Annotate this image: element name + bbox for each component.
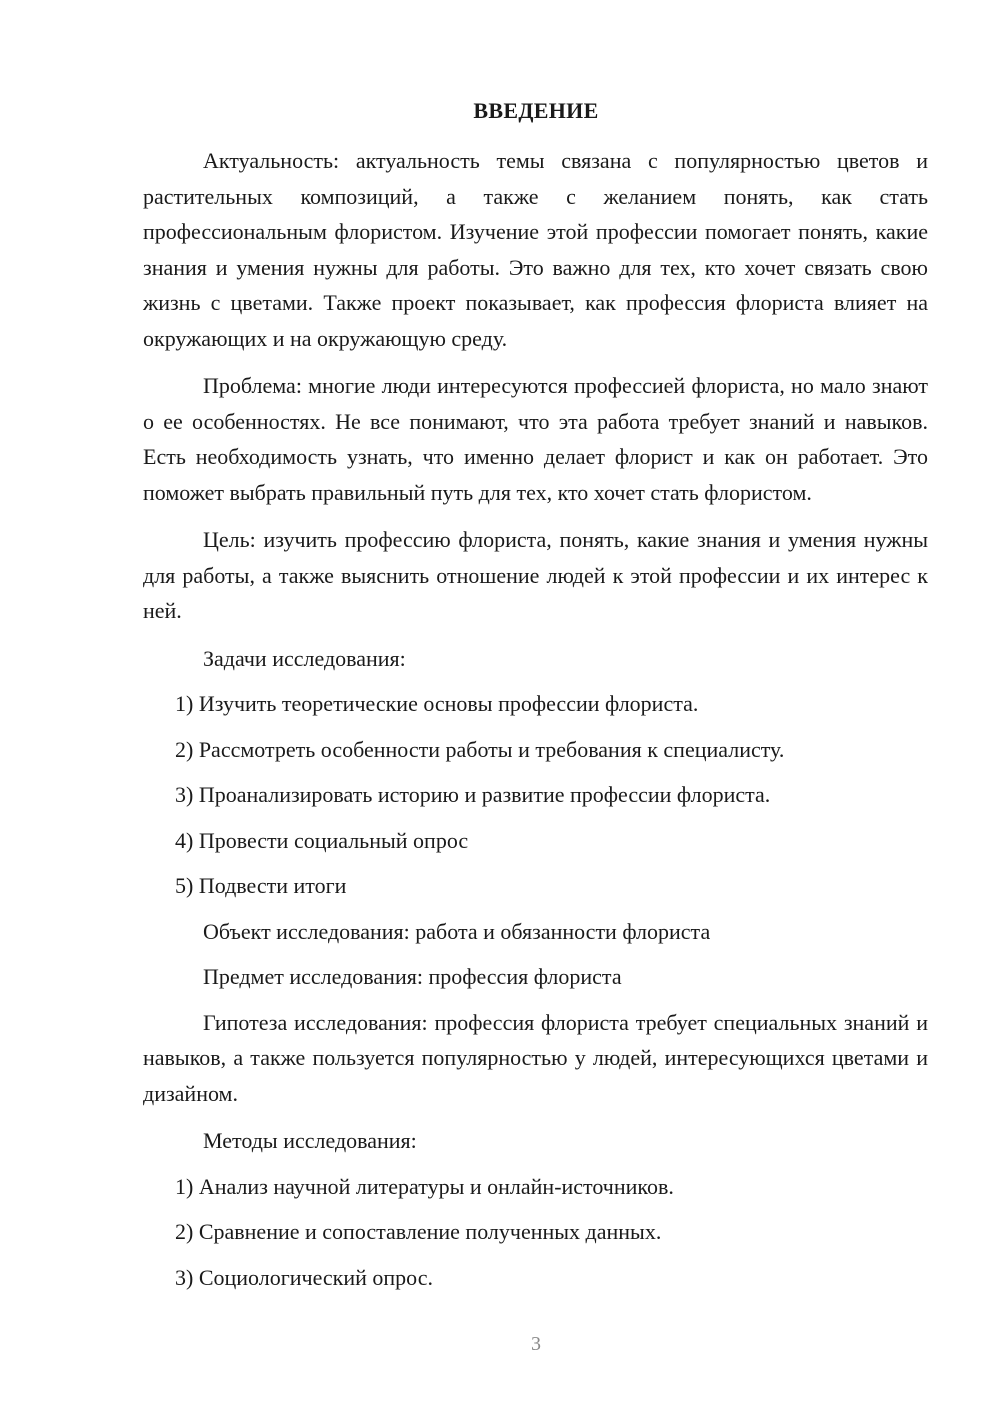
object-line: Объект исследования: работа и обязанности флориста [203, 918, 711, 944]
list-item: 3) Социологический опрос. [175, 1264, 433, 1290]
tasks-heading: Задачи исследования: [203, 645, 406, 671]
list-item: 2) Рассмотреть особенности работы и требования к специалисту. [175, 736, 785, 762]
methods-heading: Методы исследования: [203, 1128, 417, 1153]
page-title: ВВЕДЕНИЕ [473, 98, 599, 123]
subject-line: Предмет исследования: профессия флориста [203, 964, 622, 989]
hypothesis-paragraph: Гипотеза исследования: профессия флориста требует специальных знаний и навыков, а также пользуется популярностью у людей, интересующихся цветами и дизайном. [143, 1009, 928, 1106]
methods-list [143, 1169, 928, 1306]
list-item: 3) Проанализировать историю и развитие профессии флориста. [175, 782, 771, 807]
problem-paragraph: Проблема: многие люди интересуются профессией флориста, но мало знают о ее особенностях. Не все понимают, что эта работа требует знаний и навыков. Есть необходимость узнать, что именно делает флорист и как он работает. Это поможет выбрать правильный путь для тех, кто хочет стать флористом. [143, 373, 928, 505]
list-item: 2) Сравнение и сопоставление полученных данных. [175, 1219, 662, 1244]
list-item: 1) Изучить теоретические основы профессии флориста. [175, 691, 699, 716]
relevance-paragraph: Актуальность: актуальность темы связана с популярностью цветов и растительных композиций, а также с желанием понять, как стать профессиональным флористом. Изучение этой профессии помогает понять, какие знания и умения нужны для работы. Это важно для тех, кто хочет связать свою жизнь с цветами. Также проект показывает, как профессия флориста влияет на окружающих и на окружающую среду. [143, 148, 928, 351]
document-body [143, 143, 928, 1305]
list-item: 1) Анализ научной литературы и онлайн-источников. [175, 1173, 674, 1199]
goal-paragraph: Цель: изучить профессию флориста, понять, какие знания и умения нужны для работы, а также выяснить отношение людей к этой профессии и их интерес к ней. [143, 527, 928, 623]
tasks-list [143, 686, 928, 914]
page-number: 3 [531, 1333, 541, 1355]
list-item: 5) Подвести итоги [175, 873, 347, 898]
list-item: 4) Провести социальный опрос [175, 827, 469, 853]
